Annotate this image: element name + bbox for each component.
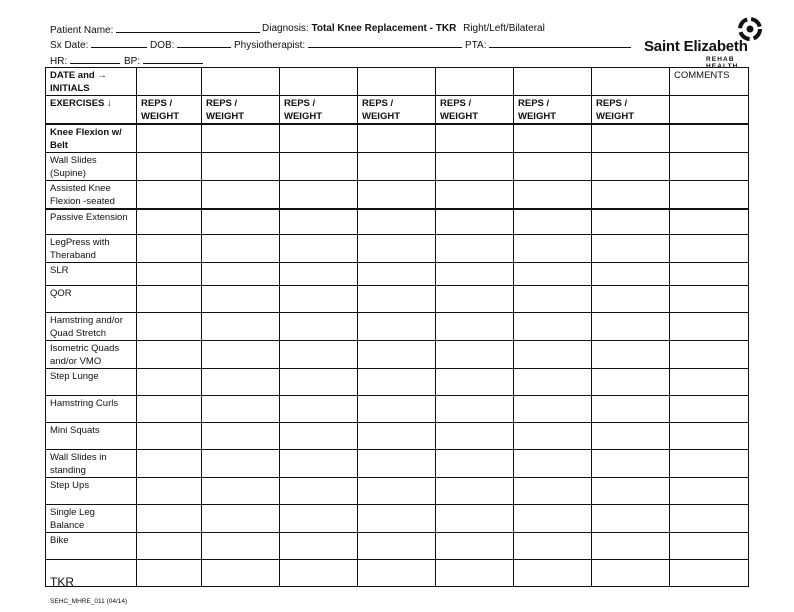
exercise-name: Mini Squats: [46, 422, 137, 449]
exercise-name: Wall Slides (Supine): [46, 153, 137, 181]
reps-weight-cell[interactable]: [202, 422, 280, 449]
reps-weight-cell[interactable]: [436, 477, 514, 504]
exercise-row: [46, 340, 749, 368]
date-initials-cell[interactable]: [592, 68, 670, 96]
logo-subtitle: REHAB HEALTH: [706, 56, 739, 70]
reps-weight-cell[interactable]: [514, 504, 592, 532]
reps-weight-cell[interactable]: [436, 340, 514, 368]
reps-weight-cell[interactable]: [358, 153, 436, 181]
exercise-name: Isometric Quads and/or VMO: [46, 340, 137, 368]
reps-weight-cell[interactable]: [514, 368, 592, 395]
sx-date-line[interactable]: [91, 38, 147, 48]
exercise-row: [46, 124, 749, 153]
exercise-name: Passive Extension: [46, 209, 137, 234]
exercise-row: [46, 153, 749, 181]
form-code: SEHC_MHRE_011 (04/14): [50, 598, 128, 605]
reps-weight-cell[interactable]: [202, 124, 280, 153]
reps-weight-header: REPS / WEIGHT: [436, 96, 514, 125]
reps-weight-cell[interactable]: [280, 477, 358, 504]
physiotherapist-label: Physiotherapist:: [234, 40, 306, 51]
hr-field[interactable]: [50, 54, 120, 67]
reps-weight-cell[interactable]: [436, 449, 514, 477]
reps-weight-cell[interactable]: [592, 422, 670, 449]
reps-weight-cell[interactable]: [202, 532, 280, 559]
bp-line[interactable]: [143, 54, 203, 64]
reps-weight-cell[interactable]: [137, 312, 202, 340]
comments-cell[interactable]: [670, 209, 749, 234]
exercise-row: [46, 532, 749, 559]
patient-name-label: Patient Name:: [50, 25, 114, 36]
reps-weight-header: REPS / WEIGHT: [514, 96, 592, 125]
reps-weight-cell[interactable]: [280, 209, 358, 234]
reps-weight-cell[interactable]: [137, 449, 202, 477]
reps-weight-header: REPS / WEIGHT: [592, 96, 670, 125]
reps-weight-cell[interactable]: [358, 312, 436, 340]
diagnosis-side-options[interactable]: Right/Left/Bilateral: [463, 23, 545, 34]
reps-weight-cell[interactable]: [592, 262, 670, 285]
comments-cell[interactable]: [670, 477, 749, 504]
reps-weight-cell[interactable]: [436, 368, 514, 395]
comments-cell[interactable]: [670, 124, 749, 153]
reps-weight-cell[interactable]: [514, 477, 592, 504]
date-initials-cell[interactable]: [514, 68, 592, 96]
reps-weight-cell[interactable]: [137, 422, 202, 449]
reps-weight-cell[interactable]: [137, 532, 202, 559]
comments-cell[interactable]: [670, 312, 749, 340]
pta-line[interactable]: [489, 38, 631, 48]
exercise-name: LegPress with Theraband: [46, 234, 137, 262]
reps-weight-cell[interactable]: [592, 532, 670, 559]
exercise-name: Step Lunge: [46, 368, 137, 395]
reps-weight-cell[interactable]: [436, 285, 514, 312]
reps-weight-cell[interactable]: [202, 477, 280, 504]
pta-label: PTA:: [465, 40, 487, 51]
exercise-name: Hamstring Curls: [46, 395, 137, 422]
exercise-row: [46, 234, 749, 262]
reps-weight-cell[interactable]: [280, 153, 358, 181]
exercise-row: [46, 449, 749, 477]
reps-weight-cell[interactable]: [514, 234, 592, 262]
reps-weight-cell[interactable]: [202, 262, 280, 285]
exercise-row: [46, 504, 749, 532]
reps-weight-cell[interactable]: [436, 234, 514, 262]
reps-weight-cell[interactable]: [592, 285, 670, 312]
date-initials-cell[interactable]: [280, 68, 358, 96]
reps-weight-cell[interactable]: [592, 181, 670, 210]
comments-cell[interactable]: [670, 234, 749, 262]
date-initials-cell[interactable]: [436, 68, 514, 96]
reps-weight-cell[interactable]: [202, 181, 280, 210]
reps-weight-cell[interactable]: [137, 504, 202, 532]
footer-title: TKR: [50, 575, 74, 589]
comments-cell[interactable]: [670, 262, 749, 285]
comments-cell[interactable]: [670, 181, 749, 210]
reps-weight-cell[interactable]: [137, 285, 202, 312]
reps-weight-cell[interactable]: [280, 395, 358, 422]
reps-weight-cell[interactable]: [280, 124, 358, 153]
reps-weight-cell[interactable]: [514, 285, 592, 312]
reps-weight-cell[interactable]: [280, 532, 358, 559]
reps-weight-cell[interactable]: [358, 532, 436, 559]
reps-weight-cell[interactable]: [137, 368, 202, 395]
reps-weight-cell[interactable]: [202, 312, 280, 340]
reps-weight-cell[interactable]: [592, 504, 670, 532]
reps-weight-cell[interactable]: [280, 559, 358, 586]
pta-field[interactable]: [465, 38, 631, 51]
comments-header: COMMENTS: [670, 68, 749, 96]
reps-weight-cell[interactable]: [137, 209, 202, 234]
reps-weight-cell[interactable]: [436, 262, 514, 285]
reps-weight-cell[interactable]: [137, 234, 202, 262]
reps-weight-cell[interactable]: [280, 234, 358, 262]
reps-weight-cell[interactable]: [137, 124, 202, 153]
reps-weight-cell[interactable]: [514, 181, 592, 210]
reps-weight-cell[interactable]: [436, 532, 514, 559]
comments-cell[interactable]: [670, 395, 749, 422]
reps-weight-cell[interactable]: [358, 285, 436, 312]
hr-label: HR:: [50, 56, 68, 67]
reps-weight-cell[interactable]: [514, 262, 592, 285]
date-initials-header: DATE and → INITIALS: [46, 68, 137, 96]
exercise-row: [46, 422, 749, 449]
reps-weight-cell[interactable]: [137, 477, 202, 504]
comments-cell[interactable]: [670, 449, 749, 477]
reps-weight-cell[interactable]: [358, 368, 436, 395]
exercise-row: [46, 477, 749, 504]
exercise-row: [46, 559, 749, 586]
reps-weight-cell[interactable]: [358, 124, 436, 153]
reps-weight-cell[interactable]: [280, 449, 358, 477]
date-initials-cell[interactable]: [202, 68, 280, 96]
exercise-log-table: [45, 67, 749, 587]
diagnosis-value: Total Knee Replacement - TKR: [311, 23, 457, 34]
reps-weight-cell[interactable]: [358, 559, 436, 586]
reps-weight-cell[interactable]: [202, 449, 280, 477]
reps-weight-cell[interactable]: [137, 262, 202, 285]
reps-weight-cell[interactable]: [358, 477, 436, 504]
exercise-row: [46, 368, 749, 395]
exercise-name: Hamstring and/or Quad Stretch: [46, 312, 137, 340]
exercise-name: Bike: [46, 532, 137, 559]
reps-weight-cell[interactable]: [592, 340, 670, 368]
physiotherapist-field[interactable]: [234, 38, 462, 51]
reps-weight-header: REPS / WEIGHT: [280, 96, 358, 125]
patient-name-line[interactable]: [116, 23, 260, 33]
reps-weight-cell[interactable]: [202, 285, 280, 312]
bp-label: BP:: [124, 56, 141, 67]
reps-weight-cell[interactable]: [202, 153, 280, 181]
physiotherapist-line[interactable]: [308, 38, 462, 48]
reps-weight-cell[interactable]: [514, 532, 592, 559]
reps-weight-cell[interactable]: [592, 124, 670, 153]
reps-weight-cell[interactable]: [592, 368, 670, 395]
reps-weight-cell[interactable]: [280, 312, 358, 340]
reps-weight-cell[interactable]: [514, 124, 592, 153]
reps-weight-cell[interactable]: [202, 340, 280, 368]
comments-cell[interactable]: [670, 532, 749, 559]
reps-weight-cell[interactable]: [137, 181, 202, 210]
reps-weight-cell[interactable]: [436, 504, 514, 532]
reps-weight-cell[interactable]: [358, 262, 436, 285]
date-initials-row: [46, 68, 749, 96]
comments-cell[interactable]: [670, 285, 749, 312]
patient-name-field[interactable]: [50, 23, 260, 36]
sx-date-field[interactable]: [50, 38, 147, 51]
reps-weight-cell[interactable]: [592, 153, 670, 181]
reps-weight-cell[interactable]: [202, 209, 280, 234]
reps-weight-header: REPS / WEIGHT: [137, 96, 202, 125]
reps-weight-cell[interactable]: [358, 340, 436, 368]
reps-weight-cell[interactable]: [280, 422, 358, 449]
reps-weight-cell[interactable]: [202, 504, 280, 532]
comments-cell[interactable]: [670, 368, 749, 395]
reps-weight-cell[interactable]: [514, 312, 592, 340]
reps-weight-cell[interactable]: [280, 262, 358, 285]
exercises-header: EXERCISES ↓: [46, 96, 137, 125]
sx-date-label: Sx Date:: [50, 40, 89, 51]
reps-weight-cell[interactable]: [358, 422, 436, 449]
exercise-row: [46, 312, 749, 340]
reps-weight-cell[interactable]: [137, 395, 202, 422]
reps-weight-cell[interactable]: [436, 153, 514, 181]
saint-elizabeth-logo: [641, 16, 766, 70]
reps-weight-cell[interactable]: [202, 234, 280, 262]
comments-cell[interactable]: [670, 153, 749, 181]
reps-weight-cell[interactable]: [137, 340, 202, 368]
exercise-name: Single Leg Balance: [46, 504, 137, 532]
reps-weight-cell[interactable]: [436, 209, 514, 234]
reps-weight-cell[interactable]: [137, 153, 202, 181]
bp-field[interactable]: [124, 54, 203, 67]
date-initials-cell[interactable]: [137, 68, 202, 96]
reps-weight-cell[interactable]: [514, 449, 592, 477]
reps-weight-header: REPS / WEIGHT: [202, 96, 280, 125]
reps-weight-cell[interactable]: [202, 395, 280, 422]
dob-label: DOB:: [150, 40, 175, 51]
comments-cell[interactable]: [670, 504, 749, 532]
reps-weight-cell[interactable]: [436, 559, 514, 586]
reps-weight-header: REPS / WEIGHT: [358, 96, 436, 125]
reps-weight-cell[interactable]: [280, 181, 358, 210]
reps-weight-cell[interactable]: [514, 153, 592, 181]
logo-brand: Saint Elizabeth: [644, 38, 748, 55]
comments-cell[interactable]: [670, 340, 749, 368]
reps-weight-cell[interactable]: [436, 395, 514, 422]
exercise-row: [46, 285, 749, 312]
date-initials-cell[interactable]: [358, 68, 436, 96]
reps-weight-cell[interactable]: [514, 209, 592, 234]
reps-weight-cell[interactable]: [202, 559, 280, 586]
reps-weight-cell[interactable]: [280, 340, 358, 368]
reps-weight-cell[interactable]: [358, 449, 436, 477]
reps-weight-cell[interactable]: [592, 477, 670, 504]
comments-cell[interactable]: [670, 559, 749, 586]
exercise-row: [46, 209, 749, 234]
dob-field[interactable]: [150, 38, 231, 51]
reps-weight-cell[interactable]: [358, 209, 436, 234]
reps-weight-cell[interactable]: [280, 285, 358, 312]
diagnosis-label: Diagnosis:: [262, 23, 309, 34]
comments-cell[interactable]: [670, 422, 749, 449]
exercise-row: [46, 262, 749, 285]
comments-header-cell[interactable]: [670, 96, 749, 125]
reps-weight-cell[interactable]: [358, 395, 436, 422]
exercise-row: [46, 395, 749, 422]
reps-weight-cell[interactable]: [592, 449, 670, 477]
hr-line[interactable]: [70, 54, 120, 64]
reps-weight-cell[interactable]: [592, 312, 670, 340]
reps-weight-cell[interactable]: [358, 181, 436, 210]
reps-weight-cell[interactable]: [514, 340, 592, 368]
reps-weight-cell[interactable]: [514, 559, 592, 586]
exercise-row: [46, 181, 749, 210]
reps-weight-cell[interactable]: [592, 559, 670, 586]
exercise-name: Wall Slides in standing: [46, 449, 137, 477]
exercise-name: SLR: [46, 262, 137, 285]
reps-weight-cell[interactable]: [280, 368, 358, 395]
exercise-name: Knee Flexion w/ Belt: [46, 124, 137, 153]
reps-weight-cell[interactable]: [358, 234, 436, 262]
reps-weight-cell[interactable]: [358, 504, 436, 532]
reps-weight-cell[interactable]: [280, 504, 358, 532]
reps-weight-cell[interactable]: [436, 422, 514, 449]
reps-weight-cell[interactable]: [514, 395, 592, 422]
exercise-name: Assisted Knee Flexion -seated: [46, 181, 137, 210]
reps-weight-cell[interactable]: [592, 234, 670, 262]
reps-weight-cell[interactable]: [436, 181, 514, 210]
reps-weight-cell[interactable]: [436, 312, 514, 340]
dob-line[interactable]: [177, 38, 231, 48]
exercise-name: Step Ups: [46, 477, 137, 504]
exercise-name: QOR: [46, 285, 137, 312]
reps-weight-cell[interactable]: [137, 559, 202, 586]
diagnosis-field: [262, 23, 545, 34]
reps-weight-cell[interactable]: [592, 209, 670, 234]
reps-weight-cell[interactable]: [514, 422, 592, 449]
exercises-header-row: [46, 96, 749, 125]
reps-weight-cell[interactable]: [436, 124, 514, 153]
reps-weight-cell[interactable]: [592, 395, 670, 422]
reps-weight-cell[interactable]: [202, 368, 280, 395]
